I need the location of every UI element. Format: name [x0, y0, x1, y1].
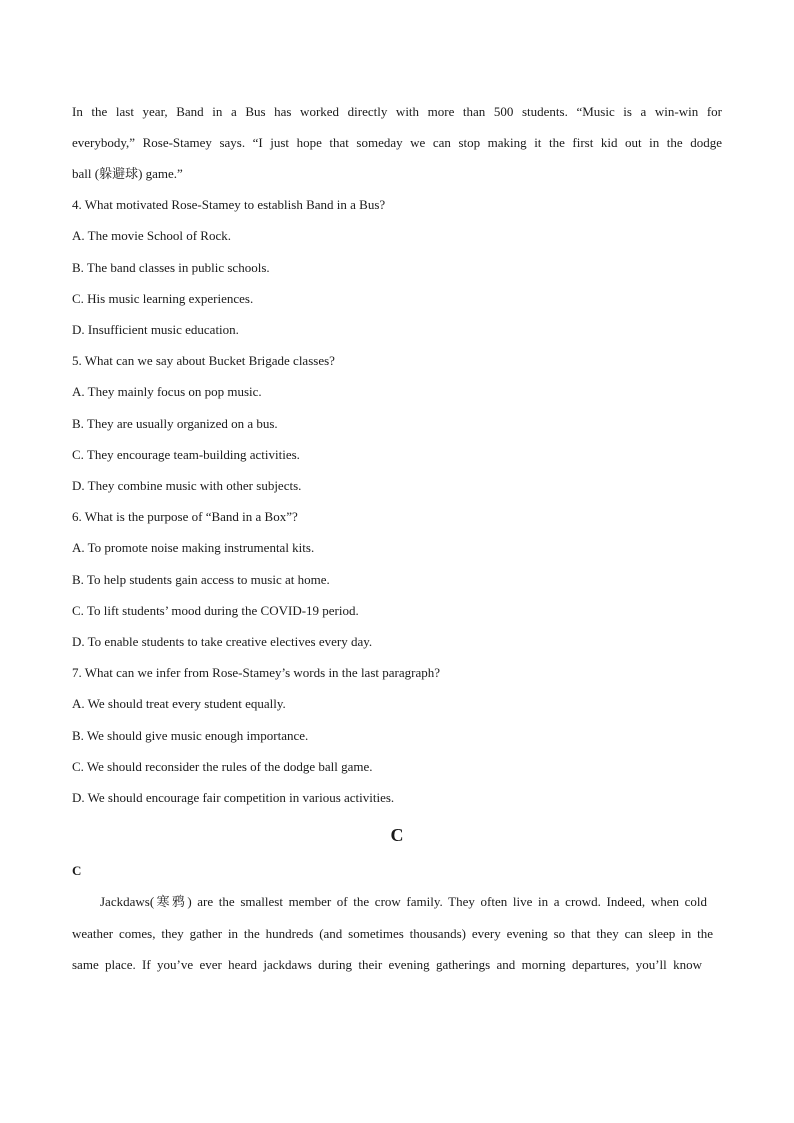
section-heading: C — [390, 825, 404, 845]
answer-option: D. They combine music with other subjects. — [72, 478, 302, 493]
question-stem: 4. What motivated Rose-Stamey to establish Band in a Bus? — [72, 197, 386, 212]
answer-option: C. His music learning experiences. — [72, 291, 254, 306]
answer-option: D. To enable students to take creative electives every day. — [72, 634, 373, 649]
question-stem: 6. What is the purpose of “Band in a Box”? — [72, 509, 298, 524]
question-stem: 7. What can we infer from Rose-Stamey’s words in the last paragraph? — [72, 665, 440, 680]
answer-option: B. They are usually organized on a bus. — [72, 416, 278, 431]
passage-line: same place. If you’ve ever heard jackdaws during their evening gatherings and morning departures, you’ll know — [72, 957, 702, 972]
question-stem: 5. What can we say about Bucket Brigade classes? — [72, 353, 335, 368]
answer-option: B. We should give music enough importance. — [72, 728, 309, 743]
answer-option: B. The band classes in public schools. — [72, 260, 270, 275]
passage-line: everybody,” Rose-Stamey says. “I just hope that someday we can stop making it the first kid out in the dodge — [72, 135, 722, 150]
passage-line: Jackdaws(寒鸦) are the smallest member of the crow family. They often live in a crowd. Indeed, when cold — [100, 894, 707, 909]
passage-line: ball (躲避球) game.” — [72, 166, 183, 181]
passage-line: weather comes, they gather in the hundreds (and sometimes thousands) every evening so that they can sleep in the — [72, 926, 713, 941]
section-label: C — [72, 863, 82, 878]
answer-option: B. To help students gain access to music at home. — [72, 572, 330, 587]
answer-option: A. The movie School of Rock. — [72, 228, 231, 243]
answer-option: A. They mainly focus on pop music. — [72, 384, 262, 399]
passage-line: In the last year, Band in a Bus has worked directly with more than 500 students. “Music is a win-win for — [72, 104, 722, 119]
answer-option: C. They encourage team-building activities. — [72, 447, 300, 462]
answer-option: D. Insufficient music education. — [72, 322, 239, 337]
answer-option: C. We should reconsider the rules of the dodge ball game. — [72, 759, 373, 774]
answer-option: C. To lift students’ mood during the COVID-19 period. — [72, 603, 359, 618]
answer-option: D. We should encourage fair competition in various activities. — [72, 790, 395, 805]
answer-option: A. To promote noise making instrumental kits. — [72, 540, 315, 555]
answer-option: A. We should treat every student equally. — [72, 696, 286, 711]
